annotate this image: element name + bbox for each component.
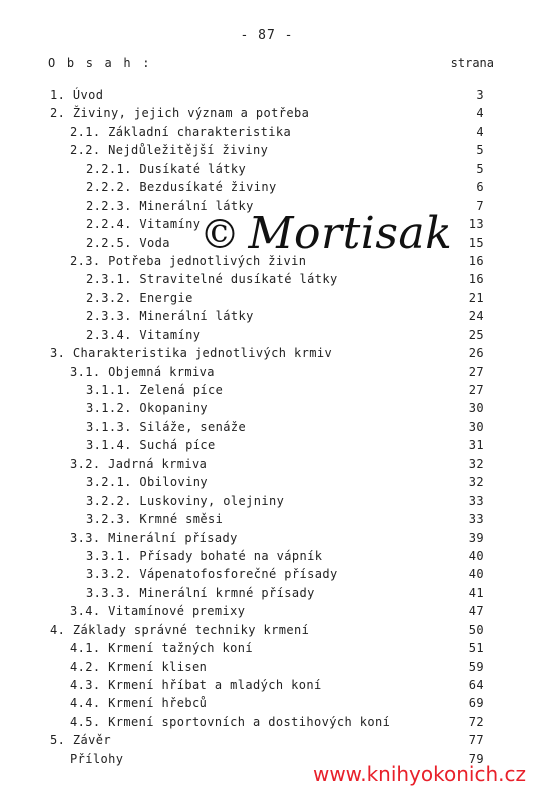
toc-entry-label: 3.2. Jadrná krmiva [70,456,208,471]
toc-entry-page: 15 [468,235,484,250]
toc-entry [50,160,484,178]
toc-entry-page: 77 [468,733,484,748]
toc-entry [50,492,484,510]
toc-entry [50,270,484,288]
toc-entry-page: 59 [468,659,484,674]
watermark [200,208,452,259]
toc-entry [50,418,484,436]
toc-entry-label: 2. Živiny, jejich význam a potřeba [50,106,310,121]
toc-entry-label: 2.2.3. Minerální látky [86,198,254,213]
toc-entry-label: 3.2.2. Luskoviny, olejniny [86,493,285,508]
toc-entry [50,455,484,473]
toc-entry-label: 3.2.1. Obiloviny [86,475,208,490]
toc-entry [50,344,484,362]
toc-entry [50,694,484,712]
toc-entry [50,731,484,749]
toc-entry-label: 2.2.4. Vitamíny [86,217,201,232]
toc-entry [50,363,484,381]
toc-entry [50,510,484,528]
toc-entry [50,473,484,491]
toc-entry-page: 16 [468,253,484,268]
toc-entry-label: 5. Závěr [50,733,111,748]
toc-entry-page: 25 [468,327,484,342]
toc-entry [50,123,484,141]
copyright-symbol: © [200,212,241,258]
toc-entry [50,602,484,620]
toc-entry-label: 2.1. Základní charakteristika [70,124,292,139]
toc-entry-label: 2.2. Nejdůležitější živiny [70,143,269,158]
toc-entry [50,639,484,657]
toc-entry-label: 2.2.1. Dusíkaté látky [86,161,247,176]
toc-header [48,56,494,74]
toc-entry-page: 50 [468,622,484,637]
toc-entry-page: 31 [468,438,484,453]
toc-entry [50,547,484,565]
toc-entry-page: 47 [468,604,484,619]
toc-entry-page: 21 [468,290,484,305]
toc-entry-page: 40 [468,567,484,582]
toc-entry-label: 2.3.4. Vitamíny [86,327,201,342]
toc-entry-page: 30 [468,401,484,416]
toc-entry-page: 5 [476,161,484,176]
toc-entry-page: 4 [476,106,484,121]
toc-entry-page: 3 [476,88,484,102]
toc-entry-label: 3.3.1. Přísady bohaté na vápník [86,548,323,563]
toc-entry [50,584,484,602]
toc-entry [50,436,484,454]
website-link[interactable]: www.knihyokonich.cz [312,762,526,786]
toc-entry-label: Přílohy [70,751,124,766]
toc-entry-page: 32 [468,475,484,490]
toc-entry-label: 2.3.3. Minerální látky [86,309,254,324]
toc-entry-page: 32 [468,456,484,471]
toc-entry [50,326,484,344]
toc-entry-label: 2.3. Potřeba jednotlivých živin [70,253,307,268]
toc-entry-page: 39 [468,530,484,545]
toc-entry [50,676,484,694]
page-column-heading: strana [450,56,494,70]
toc-entry-page: 27 [468,383,484,397]
toc-entry-label: 2.3.1. Stravitelné dusíkaté látky [86,272,338,287]
toc-entry-label: 4.3. Krmení hříbat a mladých koní [70,678,322,692]
toc-entry-page: 24 [468,309,484,324]
toc-entry-page: 16 [468,272,484,287]
table-of-contents [50,86,484,768]
toc-entry-page: 27 [468,364,484,379]
toc-entry-page: 5 [476,143,484,158]
toc-entry-page: 72 [468,714,484,729]
toc-entry-page: 51 [468,641,484,656]
toc-entry-page: 30 [468,419,484,434]
toc-entry [50,289,484,307]
toc-entry [50,104,484,122]
toc-entry [50,86,484,104]
toc-entry-page: 33 [468,512,484,527]
toc-entry-page: 40 [468,548,484,563]
toc-entry-label: 3.3.3. Minerální krmné přísady [86,585,315,600]
toc-entry-page: 69 [468,696,484,711]
page-number: - 87 - [240,28,294,43]
toc-entry [50,381,484,399]
toc-entry-label: 2.3.2. Energie [86,290,193,305]
toc-entry [50,141,484,159]
toc-entry-label: 3. Charakteristika jednotlivých krmiv [50,346,333,361]
toc-entry-label: 4.5. Krmení sportovních a dostihových koní [70,714,391,729]
watermark-text: Mortisak [248,208,453,259]
toc-entry-page: 7 [476,198,484,213]
toc-entry-label: 3.1.2. Okopaniny [86,401,208,416]
toc-entry-label: 4.1. Krmení tažných koní [70,641,253,656]
toc-entry-label: 3.1.1. Zelená píce [86,383,224,397]
toc-entry-label: 2.2.2. Bezdusíkaté živiny [86,180,277,195]
toc-entry-label: 3.3.2. Vápenatofosforečné přísady [86,567,338,582]
contents-heading: O b s a h : [48,56,152,70]
toc-entry-label: 3.2.3. Krmné směsi [86,512,224,527]
toc-entry-label: 3.1.4. Suchá píce [86,438,216,453]
toc-entry-label: 1. Úvod [50,88,104,102]
toc-entry [50,658,484,676]
toc-entry [50,621,484,639]
toc-entry-page: 79 [468,751,484,766]
toc-entry-page: 41 [468,585,484,600]
toc-entry [50,178,484,196]
toc-entry-page: 64 [468,678,484,692]
toc-entry-page: 26 [468,346,484,361]
toc-entry-label: 4.2. Krmení klisen [70,659,208,674]
toc-entry [50,529,484,547]
toc-entry-label: 3.4. Vitamínové premixy [70,604,246,619]
toc-entry [50,399,484,417]
toc-entry-page: 13 [468,217,484,232]
toc-entry-label: 3.1. Objemná krmiva [70,364,215,379]
toc-entry-label: 4.4. Krmení hřebců [70,696,208,711]
toc-entry-label: 3.3. Minerální přísady [70,530,238,545]
toc-entry [50,307,484,325]
toc-entry [50,565,484,583]
toc-entry [50,713,484,731]
toc-entry-label: 3.1.3. Siláže, senáže [86,419,247,434]
toc-entry-page: 6 [476,180,484,195]
toc-entry-page: 33 [468,493,484,508]
toc-entry-page: 4 [476,124,484,139]
toc-entry-label: 2.2.5. Voda [86,235,170,250]
toc-entry-label: 4. Základy správné techniky krmení [50,622,310,637]
